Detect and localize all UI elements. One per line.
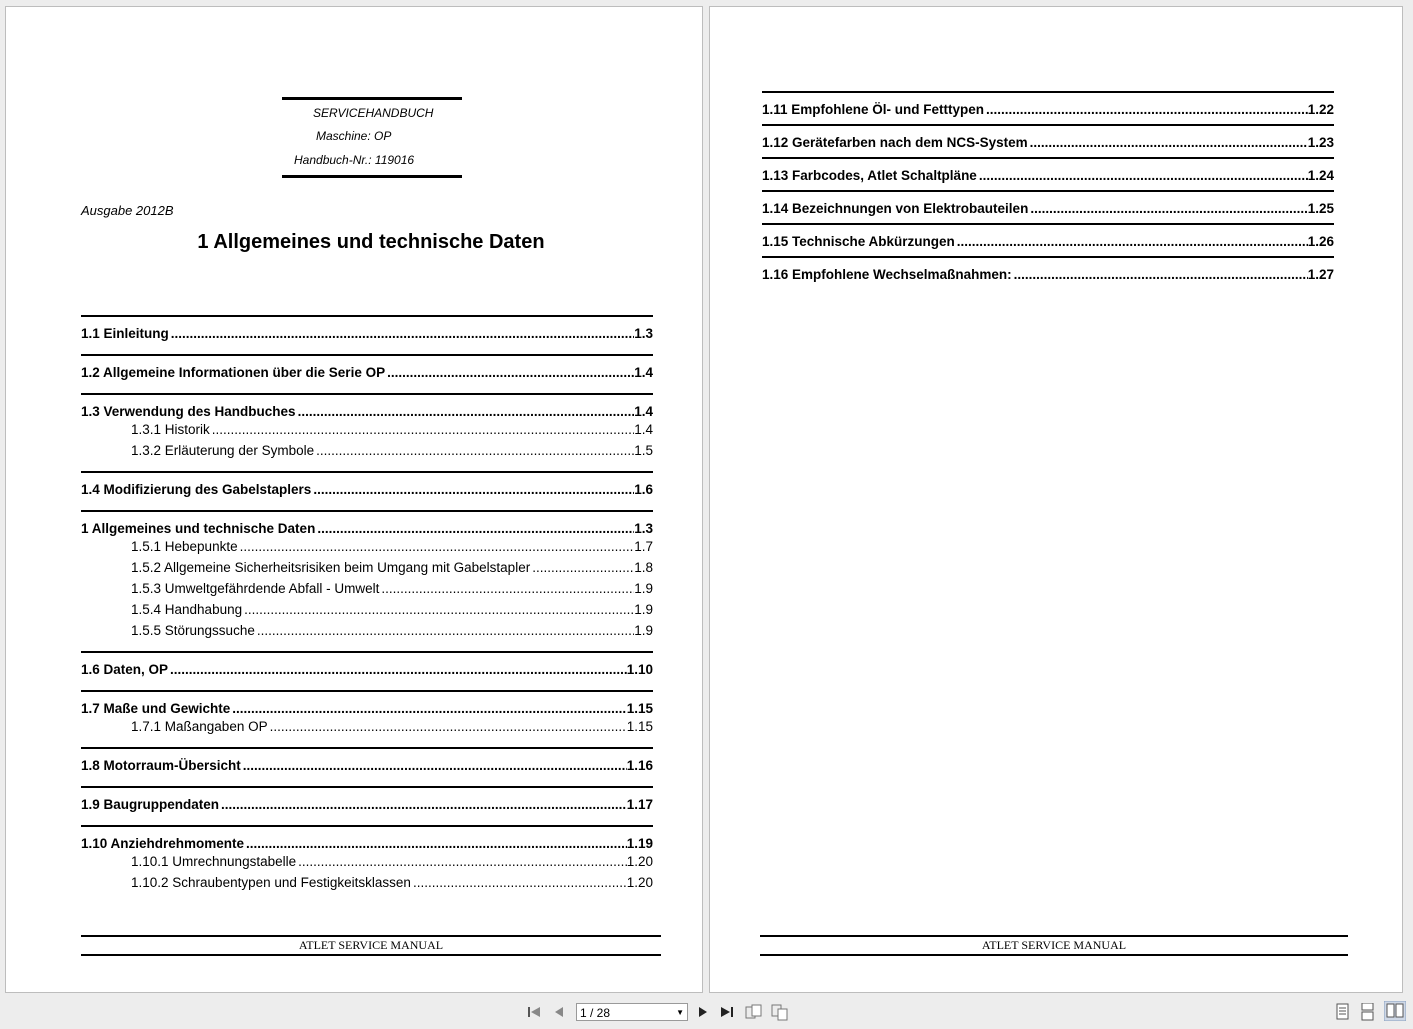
toc-subentry[interactable] [81, 716, 653, 737]
toc-page-number: 1.8 [634, 560, 653, 575]
left-page [5, 6, 703, 993]
toc-page-number: 1.15 [626, 719, 653, 734]
toc-group [81, 651, 653, 690]
toc-group [81, 510, 653, 651]
toc-group [762, 157, 1334, 190]
toc-page-number: 1.20 [626, 875, 653, 890]
toc-page-number: 1.17 [626, 797, 653, 812]
toc-entry-label: 1.14 Bezeichnungen von Elektrobauteilen [762, 201, 1029, 216]
toc-page-number: 1.15 [626, 701, 653, 716]
table-of-contents-left [81, 315, 653, 903]
toc-group [762, 256, 1334, 289]
toc-group [762, 91, 1334, 124]
page-footer: ATLET SERVICE MANUAL [81, 935, 661, 956]
toc-entry-label: 1.15 Technische Abkürzungen [762, 234, 955, 249]
page-indicator: 1 / 28 [580, 1006, 611, 1020]
toc-page-number: 1.16 [626, 758, 653, 773]
toc-leader-dots [311, 479, 634, 500]
toc-group [762, 223, 1334, 256]
toc-leader-dots [296, 851, 627, 872]
toc-entry-label: 1.3 Verwendung des Handbuches [81, 404, 296, 419]
toc-entry[interactable] [81, 794, 653, 815]
chevron-down-icon: ▼ [676, 1008, 684, 1017]
toc-leader-dots [219, 794, 627, 815]
toc-entry[interactable] [81, 323, 653, 344]
toc-leader-dots [168, 659, 627, 680]
toc-subentry[interactable] [81, 872, 653, 893]
toc-subentry[interactable] [81, 620, 653, 641]
toc-entry-label: 1.5.3 Umweltgefährdende Abfall - Umwelt [131, 581, 380, 596]
two-page-view-icon[interactable] [1384, 1001, 1406, 1021]
toc-entry-label: 1.8 Motorraum-Übersicht [81, 758, 241, 773]
toc-page-number: 1.19 [626, 836, 653, 851]
toc-entry[interactable] [762, 198, 1334, 219]
chapter-title: 1 Allgemeines und technische Daten [197, 231, 545, 253]
toc-leader-dots [1028, 198, 1307, 219]
toc-group [81, 690, 653, 747]
toc-entry-label: 1.3.1 Historik [131, 422, 210, 437]
toc-entry[interactable] [762, 264, 1334, 285]
header-line-3: Handbuch-Nr.: 119016 [294, 153, 415, 167]
toc-entry-label: 1.1 Einleitung [81, 326, 169, 341]
toc-entry-label: 1.12 Gerätefarben nach dem NCS-System [762, 135, 1028, 150]
toc-entry[interactable] [81, 755, 653, 776]
toc-group [81, 471, 653, 510]
right-page [709, 6, 1403, 993]
toc-group [762, 124, 1334, 157]
toc-group [81, 354, 653, 393]
toc-page-number: 1.22 [1307, 102, 1334, 117]
toc-subentry[interactable] [81, 578, 653, 599]
toc-subentry[interactable] [81, 440, 653, 461]
toc-leader-dots [977, 165, 1308, 186]
toc-page-number: 1.7 [634, 539, 653, 554]
viewer-toolbar [0, 997, 1413, 1029]
toc-leader-dots [984, 99, 1308, 120]
toc-entry-label: 1.5.4 Handhabung [131, 602, 243, 617]
toc-entry[interactable] [81, 479, 653, 500]
toc-leader-dots [268, 716, 627, 737]
toc-page-number: 1.4 [634, 365, 653, 380]
toc-leader-dots [411, 872, 627, 893]
toc-entry-label: 1.16 Empfohlene Wechselmaßnahmen: [762, 267, 1012, 282]
toc-group [81, 825, 653, 903]
header-line-1: SERVICEHANDBUCH [313, 106, 434, 120]
toc-leader-dots [255, 620, 634, 641]
toc-entry-label: 1.11 Empfohlene Öl- und Fetttypen [762, 102, 985, 117]
toc-leader-dots [314, 440, 634, 461]
toc-entry[interactable] [762, 132, 1334, 153]
last-page-icon[interactable] [720, 1005, 734, 1019]
toc-entry[interactable] [762, 165, 1334, 186]
toc-entry-label: 1.4 Modifizierung des Gabelstaplers [81, 482, 312, 497]
toc-leader-dots [385, 362, 634, 383]
toc-entry[interactable] [762, 99, 1334, 120]
toc-entry-label: 1.10 Anziehdrehmomente [81, 836, 245, 851]
toc-leader-dots [1028, 132, 1308, 153]
toc-leader-dots [242, 599, 634, 620]
toc-leader-dots [241, 755, 627, 776]
toc-group [81, 315, 653, 354]
toc-entry-label: 1.9 Baugruppendaten [81, 797, 220, 812]
toc-entry-label: 1.10.2 Schraubentypen und Festigkeitsklassen [131, 875, 411, 890]
toc-page-number: 1.4 [634, 404, 653, 419]
page-number-select[interactable] [576, 1003, 688, 1021]
toc-page-number: 1.25 [1307, 201, 1334, 216]
rotate-left-icon[interactable] [745, 1003, 763, 1021]
prev-page-icon[interactable] [553, 1005, 565, 1019]
first-page-icon[interactable] [527, 1005, 541, 1019]
toc-subentry[interactable] [81, 536, 653, 557]
toc-entry[interactable] [762, 231, 1334, 252]
toc-leader-dots [1012, 264, 1308, 285]
toc-subentry[interactable] [81, 599, 653, 620]
toc-page-number: 1.5 [634, 443, 653, 458]
toc-leader-dots [210, 419, 634, 440]
toc-page-number: 1.27 [1307, 267, 1334, 282]
toc-leader-dots [379, 578, 634, 599]
toc-entry-label: 1.5.2 Allgemeine Sicherheitsrisiken beim Umgang mit Gabelstapler [131, 560, 531, 575]
toc-entry-label: 1 Allgemeines und technische Daten [81, 521, 316, 536]
header-line-2: Maschine: OP [316, 129, 392, 143]
toc-subentry[interactable] [81, 419, 653, 440]
toc-leader-dots [169, 323, 634, 344]
single-page-view-icon[interactable] [1336, 1003, 1350, 1021]
toc-group [762, 190, 1334, 223]
toc-leader-dots [955, 231, 1308, 252]
toc-entry-label: 1.5.1 Hebepunkte [131, 539, 238, 554]
page-footer: ATLET SERVICE MANUAL [760, 935, 1348, 956]
toc-page-number: 1.3 [634, 521, 653, 536]
continuous-view-icon[interactable] [1360, 1003, 1376, 1021]
toc-entry-label: 1.6 Daten, OP [81, 662, 169, 677]
toc-entry-label: 1.5.5 Störungssuche [131, 623, 255, 638]
toc-page-number: 1.10 [626, 662, 653, 677]
rotate-right-icon[interactable] [771, 1003, 789, 1021]
toc-subentry[interactable] [81, 557, 653, 578]
edition-label: Ausgabe 2012B [81, 203, 174, 218]
toc-entry[interactable] [81, 659, 653, 680]
toc-page-number: 1.23 [1307, 135, 1334, 150]
toc-page-number: 1.9 [634, 581, 653, 596]
toc-leader-dots [530, 557, 634, 578]
toc-leader-dots [238, 536, 635, 557]
toc-page-number: 1.20 [626, 854, 653, 869]
toc-entry-label: 1.13 Farbcodes, Atlet Schaltpläne [762, 168, 977, 183]
toc-page-number: 1.3 [634, 326, 653, 341]
toc-subentry[interactable] [81, 851, 653, 872]
toc-page-number: 1.9 [634, 602, 653, 617]
toc-entry-label: 1.7 Maße und Gewichte [81, 701, 231, 716]
toc-page-number: 1.24 [1307, 168, 1334, 183]
toc-entry-label: 1.10.1 Umrechnungstabelle [131, 854, 297, 869]
next-page-icon[interactable] [697, 1005, 709, 1019]
toc-page-number: 1.6 [634, 482, 653, 497]
toc-group [81, 393, 653, 471]
table-of-contents-right [762, 91, 1334, 289]
toc-entry-label: 1.3.2 Erläuterung der Symbole [131, 443, 315, 458]
toc-entry[interactable] [81, 362, 653, 383]
toc-page-number: 1.26 [1307, 234, 1334, 249]
toc-group [81, 747, 653, 786]
toc-group [81, 786, 653, 825]
toc-page-number: 1.4 [634, 422, 653, 437]
toc-entry-label: 1.2 Allgemeine Informationen über die Serie OP [81, 365, 386, 380]
toc-page-number: 1.9 [634, 623, 653, 638]
manual-header-box [282, 97, 462, 178]
toc-entry-label: 1.7.1 Maßangaben OP [131, 719, 268, 734]
